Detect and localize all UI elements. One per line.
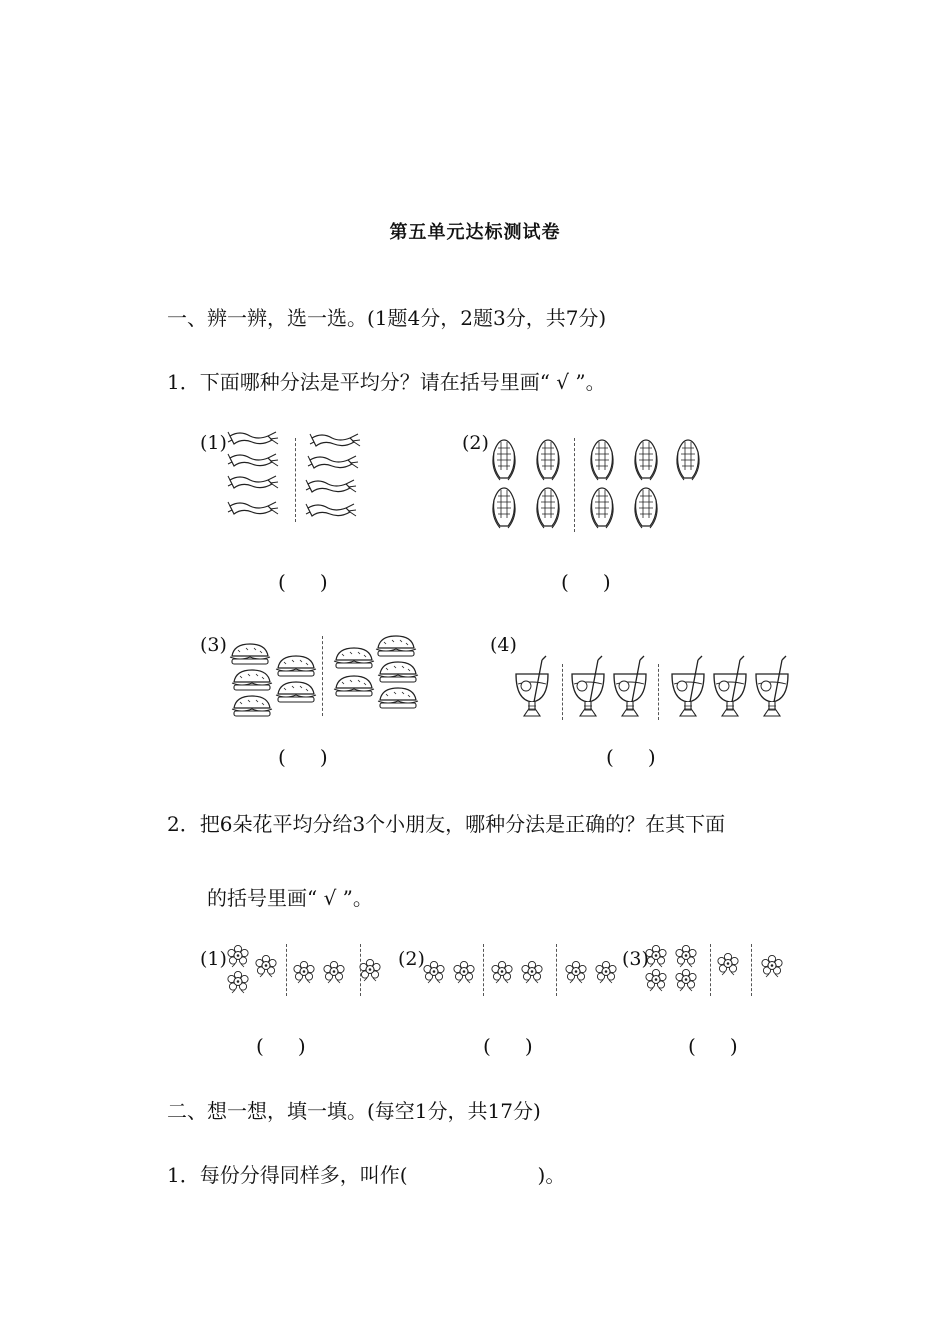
q2-text-line1: 2．把6朵花平均分给3个小朋友，哪种分法是正确的？在其下面 <box>167 812 726 836</box>
divider <box>710 944 711 996</box>
q2-option3-label: (3) <box>622 948 649 970</box>
divider <box>658 664 659 720</box>
flower-icon <box>228 946 378 996</box>
page-title: 第五单元达标测试卷 <box>389 222 561 243</box>
q2-option1-label: (1) <box>200 948 227 970</box>
q1-option1-answer[interactable]: ( ) <box>278 570 328 594</box>
divider <box>295 438 296 522</box>
section2-q1: 1．每份分得同样多，叫作( )。 <box>167 1163 566 1187</box>
corn-icon <box>490 438 710 534</box>
q2-text-line2: 的括号里画“ √ ”。 <box>207 886 373 910</box>
q2-option2-answer[interactable]: ( ) <box>483 1034 533 1058</box>
q1-text: 1．下面哪种分法是平均分？请在括号里画“ √ ”。 <box>167 370 606 394</box>
divider <box>483 944 484 996</box>
section2-heading: 二、想一想，填一填。(每空1分，共17分) <box>167 1099 541 1123</box>
divider <box>562 664 563 720</box>
q1-option2-answer[interactable]: ( ) <box>561 570 611 594</box>
q1-option4-answer[interactable]: ( ) <box>606 745 656 769</box>
divider <box>556 944 557 996</box>
divider <box>574 438 575 532</box>
scarf-icon <box>228 430 388 530</box>
hamburger-icon <box>230 640 430 720</box>
flower-icon <box>424 958 624 988</box>
divider <box>322 636 323 716</box>
section1-heading: 一、辨一辨，选一选。(1题4分，2题3分，共7分) <box>167 306 607 330</box>
q2-option3-answer[interactable]: ( ) <box>688 1034 738 1058</box>
q1-option3-answer[interactable]: ( ) <box>278 745 328 769</box>
q2-option2-label: (2) <box>398 948 425 970</box>
juice-glass-icon <box>512 666 812 722</box>
q1-option1-label: (1) <box>200 432 227 454</box>
divider <box>286 944 287 996</box>
flower-icon <box>646 946 796 996</box>
divider <box>751 944 752 996</box>
q1-option2-label: (2) <box>462 432 489 454</box>
q1-option3-label: (3) <box>200 634 227 656</box>
q2-option1-answer[interactable]: ( ) <box>256 1034 306 1058</box>
q1-option4-label: (4) <box>490 634 517 656</box>
divider <box>360 944 361 996</box>
